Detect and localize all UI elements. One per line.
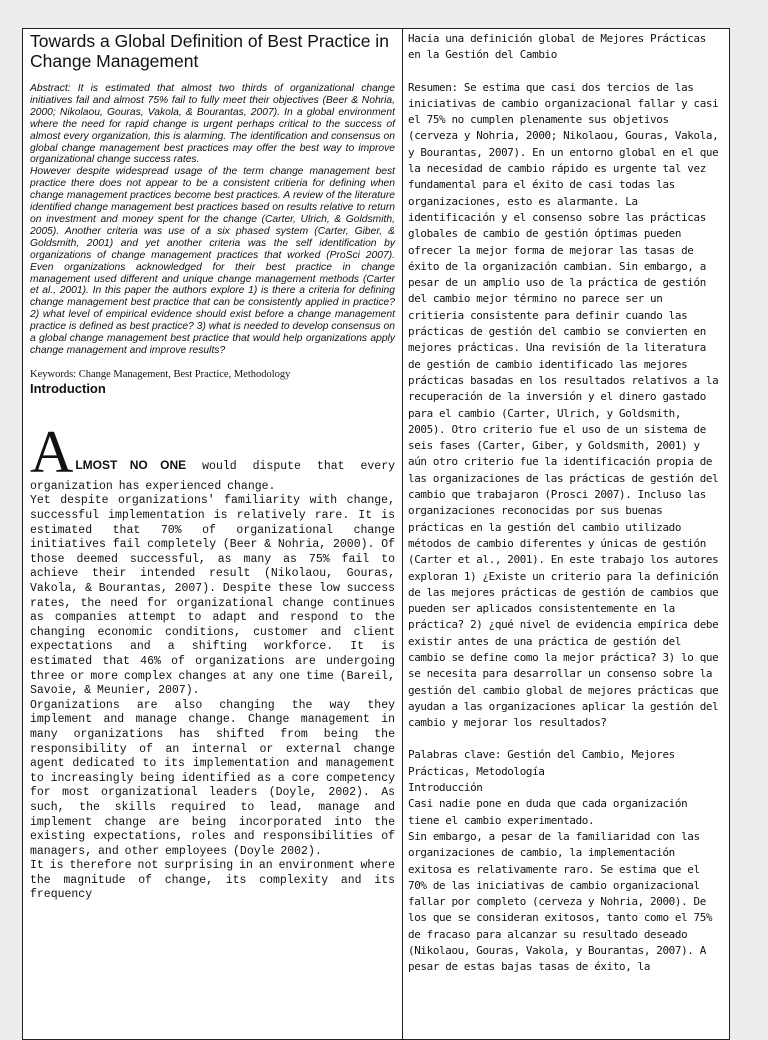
spanish-intro-paragraph-1: Casi nadie pone en duda que cada organización tiene el cambio experimentado. <box>408 797 688 827</box>
english-body-paragraph: Organizations are also changing the way they implement and manage change. Change management in many organizations has shifted from being the responsibility of an internal or external change agent dedicated to its implementation and management to increasingly being identified as a core competency for most organizational leaders (Doyle, 2002). As such, the skills required to lead, manage and implement change are being incorporated into the existing expectations, roles and responsibilities of managers, and other employees (Doyle 2002). <box>30 698 395 858</box>
english-abstract-paragraph-1: Abstract: It is estimated that almost two thirds of organizational change initiatives fail and almost 75% fail to fully meet their objectives (Beer & Nohria, 2000; Nikolaou, Gouras, Vakola, & Bourantas, 2007). In a global environment where the need for rapid change is urgent perhaps critical to the success of almost every organization, this is alarming. The identification and consensus on global change management best practices may offer the best way to improve organizational change success rates. <box>30 83 395 166</box>
dropcap-line-text <box>75 458 395 478</box>
english-keywords: Keywords: Change Management, Best Practice, Methodology <box>30 368 291 380</box>
english-column <box>23 29 403 1039</box>
spanish-intro-paragraph-2: Sin embargo, a pesar de la familiaridad con las organizaciones de cambio, la implementación exitosa es relativamente raro. Se estima que el 70% de las iniciativas de cambio organizacional fallar por completo (cerveza y Nohria, 2000). De los que se consideran exitosos, tanto como el 75% de fracaso para alcanzar su resultado deseado (Nikolaou, Gouras, Vakola, y Bourantas, 2007). A pesar de estas bajas tasas de éxito, la <box>408 829 713 974</box>
dropcap-line <box>30 410 396 485</box>
spanish-column <box>403 29 729 1039</box>
english-title: Towards a Global Definition of Best Practice in Change Management <box>30 31 389 71</box>
english-body-paragraph: organization has experienced change. <box>30 479 276 493</box>
drop-cap-letter: A <box>30 418 74 485</box>
spanish-title: Hacia una definición global de Mejores Prácticas en la Gestión del Cambio <box>408 32 706 62</box>
document-page <box>22 28 730 1040</box>
spanish-introduction-heading: Introducción <box>408 781 483 795</box>
spanish-abstract: Resumen: Se estima que casi dos tercios de las iniciativas de cambio organizacional fallar y casi el 75% no cumplen plenamente sus objetivos (cerveza y Nohria, 2000; Nikolaou, Gouras, Vakola, y Bourantas, 2007). En un entorno global en el que la necesidad de cambio rápido es urgente tal vez fundamental para el éxito de casi todas las organizaciones, esto es alarmante. La identificación y el consenso sobre las prácticas globales de cambio de gestión óptimas pueden ofrecer la mejor forma de mejorar las tasas de éxito de la organización cambian. Sin embargo, a pesar de un amplio uso de la práctica de gestión del cambio mejor término no parece ser un critieria consistente para definir cuando las prácticas de gestión del cambio se convierten en mejores prácticas. Una revisión de la literatura de gestión de cambio identificado las mejores prácticas basadas en los resultados relativos a la recuperación de la inversión y el dinero gastado para el cambio (Carter, Ulrich, y Goldsmith, 2005). Otro criterio fue el uso de un sistema de seis fases (Carter, Giber, y Goldsmith, 2001) y aún otro criterio fue la identificación propia de las organizaciones de las prácticas de gestión del cambio que trabajaron (Prosci 2007). Incluso las organizaciones reconocidas por sus buenas prácticas en la gestión del cambio utilizado métodos de cambio diferentes y únicas de gestión (Carter et al., 2001). En este trabajo los autores exploran 1) ¿Existe un criterio para la definición de las mejores prácticas de gestión de cambios que pueden ser aplicados consistentemente en la práctica? 2) ¿qué nivel de evidencia empírica debe existir antes de una práctica de gestión del cambio se define como la mejor práctica? 3) lo que se necesita para desarrollar un consenso sobre la gestión del cambio global de mejores prácticas que ayudan a las organizaciones aplicar la gestión del cambio y mejorar los resultados? <box>408 80 719 730</box>
english-body-paragraph: Yet despite organizations' familiarity with change, successful implementation is relatively rare. It is estimated that 70% of organizational change initiatives fail completely (Beer & Nohria, 2000). Of those deemed successful, as many as 75% fail to achieve their intended result (Nikolaou, Gouras, Vakola, & Bourantas, 2007). Despite these low success rates, the need for organizational change continues as companies attempt to adapt and respond to the changing economic conditions, customer and client expectations and a shifting workforce. It is estimated that 46% of organizations are undergoing three or more complex changes at any one time (Bareil, Savoie, & Meunier, 2007). <box>30 494 395 698</box>
spanish-keywords: Palabras clave: Gestión del Cambio, Mejores Prácticas, Metodología <box>408 748 675 778</box>
english-introduction-heading: Introduction <box>30 380 106 396</box>
dropcap-bold-words: LMOST NO ONE <box>75 457 187 472</box>
english-abstract-paragraph-2: However despite widespread usage of the term change management best practice there does not appear to be a consistent critieria for defining when change management practices become best practices. A review of the literature identified change management best practices based on results relative to return on investment and money spent for the change (Carter, Ulrich, & Goldsmith, 2005). Another criteria was use of a six phased system (Carter, Giber, & Goldsmith, 2001) and yet another criteria was the self identification by organizations of change management practices that worked (ProSci 2007). Even organizations acknowledged for their best practice in change management used different and unique change management methods (Carter et al., 2001). In this paper the authors explore 1) is there a criteria for defining change management best practice that can be consistently applied in practice? 2) what level of empirical evidence should exist before a change management practice is defined as best practice? 3) what is needed to develop consensus on a global change management best practice that would help organizations apply change management and improve results? <box>30 166 395 356</box>
english-body <box>30 480 395 903</box>
english-body-paragraph: It is therefore not surprising in an environment where the magnitude of change, its complexity and its frequency <box>30 859 395 902</box>
dropcap-line-rest: would dispute that every <box>186 459 396 473</box>
